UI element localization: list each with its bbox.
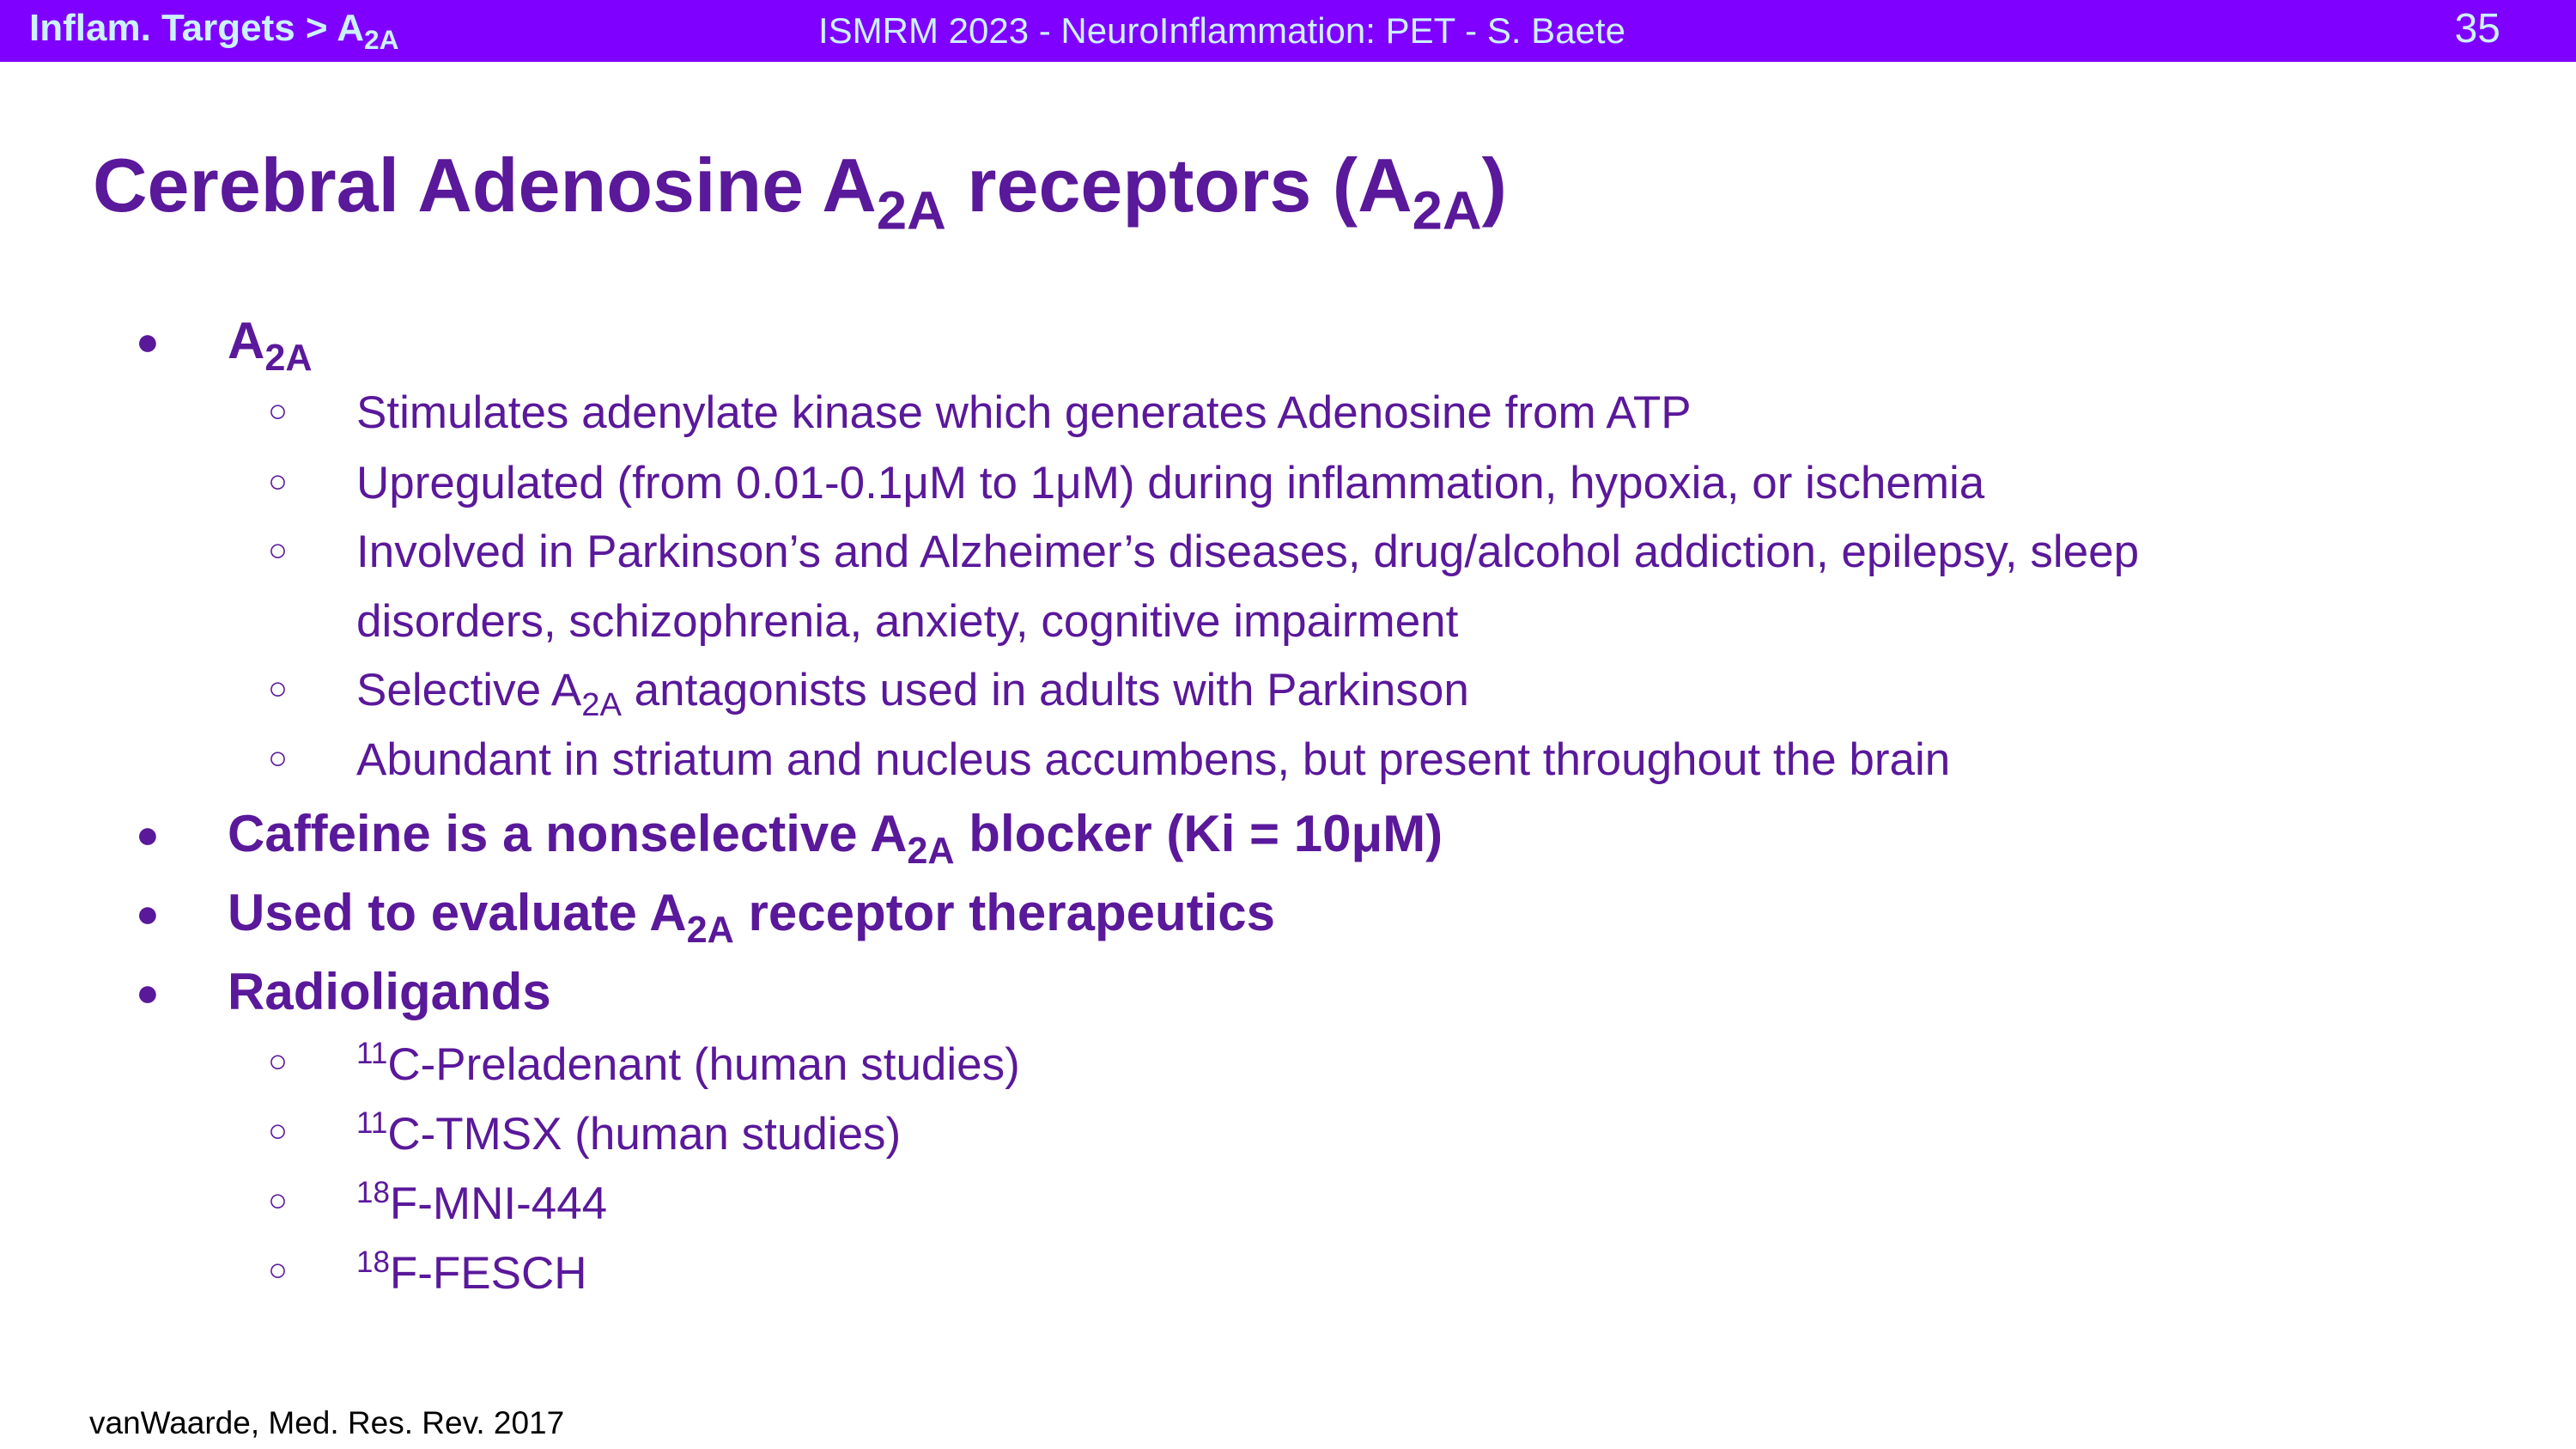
isotope-superscript: 11 (356, 1037, 388, 1070)
slide-title (93, 144, 1507, 241)
section-breadcrumb (29, 7, 398, 56)
title-sub-1: 2A (876, 180, 946, 241)
bullet-circle-icon: ○ (268, 1044, 288, 1080)
bullet-circle-icon: ○ (268, 393, 288, 429)
radioligand-name: C-TMSX (human studies) (387, 1109, 902, 1160)
caffeine-post: blocker (Ki = 10μM) (954, 805, 1443, 862)
radioligand-name: C-Preladenant (human studies) (387, 1039, 1020, 1091)
item-text: Stimulates adenylate kinase which generates Adenosine from ATP (356, 387, 1692, 438)
header-bar (0, 0, 2576, 62)
selective-subscript: 2A (581, 686, 622, 724)
title-sub-2: 2A (1412, 180, 1482, 241)
used-subscript: 2A (686, 909, 734, 951)
item-text: disorders, schizophrenia, anxiety, cognitive impairment (356, 596, 1459, 647)
bullet-circle-icon: ○ (268, 1113, 288, 1149)
item-text (356, 1037, 1020, 1091)
section-prefix: Inflam. Targets > A (29, 7, 364, 49)
item-text: Involved in Parkinson’s and Alzheimer’s diseases, drug/alcohol addiction, epilepsy, sleep (356, 527, 2140, 577)
used-pre: Used to evaluate A (228, 884, 687, 941)
caffeine-subscript: 2A (907, 830, 955, 872)
bullet-circle-icon: ○ (268, 1252, 288, 1288)
title-part-2: receptors (A (945, 143, 1413, 228)
item-text (356, 1245, 587, 1300)
bullet-dot-icon: ● (136, 812, 160, 856)
bullet-dot-icon: ● (136, 319, 160, 363)
selective-pre: Selective A (356, 665, 582, 715)
citation: vanWaarde, Med. Res. Rev. 2017 (89, 1405, 565, 1440)
title-part-1: Cerebral Adenosine A (93, 143, 877, 228)
caffeine-pre: Caffeine is a nonselective A (228, 805, 908, 862)
bullet-circle-icon: ○ (268, 671, 288, 707)
bullet-circle-icon: ○ (268, 1183, 288, 1219)
item-text: Abundant in striatum and nucleus accumbens, but present throughout the brain (356, 734, 1951, 785)
section-subscript: 2A (363, 24, 399, 56)
page-number: 35 (2454, 6, 2500, 52)
bullet-circle-icon: ○ (268, 464, 288, 500)
title-part-3: ) (1481, 143, 1507, 228)
item-text (228, 804, 1443, 873)
item-text (356, 664, 1469, 724)
a2a-subscript: 2A (264, 337, 313, 379)
bullet-circle-icon: ○ (268, 533, 288, 569)
bullet-dot-icon: ● (136, 891, 160, 935)
selective-post: antagonists used in adults with Parkinson (621, 665, 1469, 715)
used-post: receptor therapeutics (733, 884, 1276, 941)
isotope-superscript: 18 (356, 1245, 390, 1279)
item-text (228, 311, 313, 380)
item-text (356, 1106, 901, 1160)
radioligand-name: F-MNI-444 (389, 1178, 608, 1230)
conference-title: ISMRM 2023 - NeuroInflammation: PET - S. Baete (818, 10, 1625, 51)
item-text: Radioligands (228, 963, 551, 1020)
item-text: Upregulated (from 0.01-0.1μM to 1μM) during inflammation, hypoxia, or ischemia (356, 458, 1985, 508)
bullet-circle-icon: ○ (268, 740, 288, 776)
isotope-superscript: 18 (356, 1176, 390, 1209)
item-text (356, 1176, 607, 1230)
isotope-superscript: 11 (356, 1106, 388, 1140)
item-text (228, 883, 1275, 952)
bullet-dot-icon: ● (136, 970, 160, 1014)
a2a-label: A (228, 312, 265, 369)
radioligand-name: F-FESCH (389, 1248, 587, 1300)
